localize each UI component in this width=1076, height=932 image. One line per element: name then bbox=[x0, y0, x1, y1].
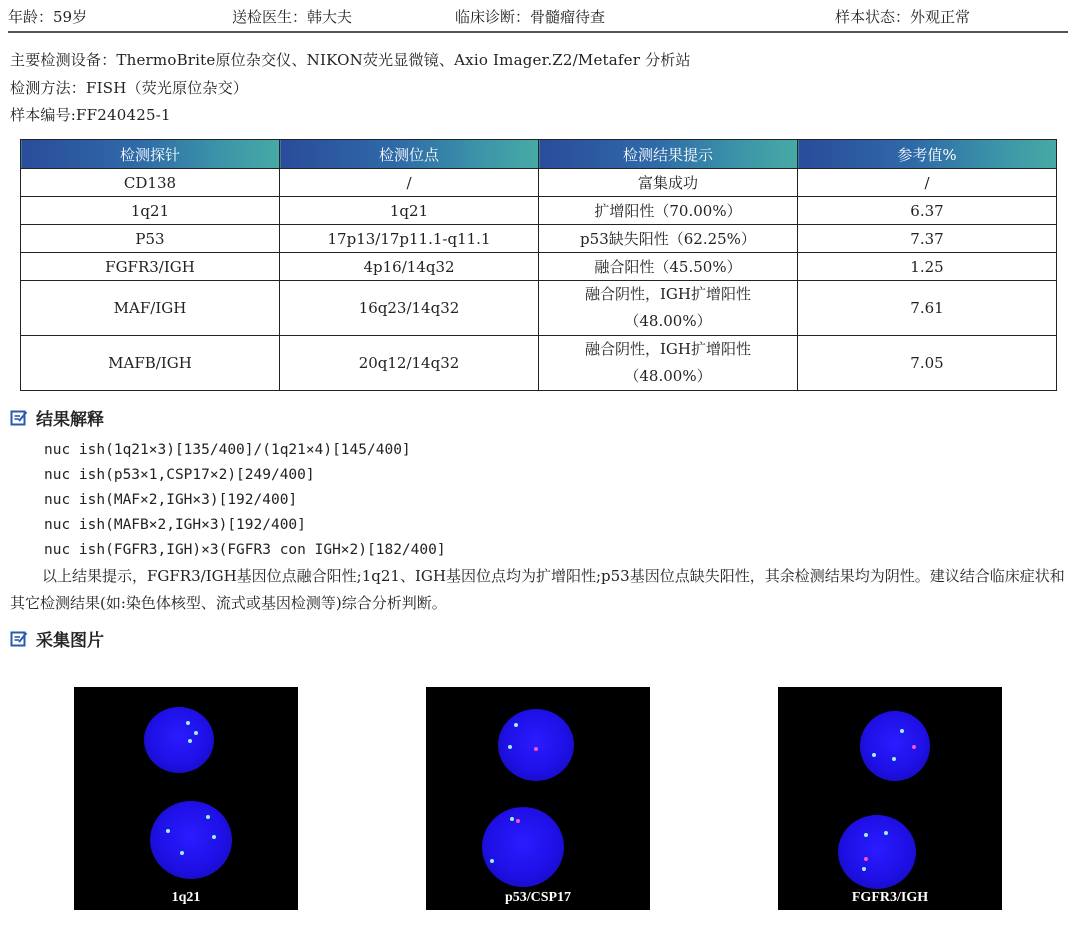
probe-cell: 1q21 bbox=[21, 197, 280, 225]
result-cell: p53缺失阳性（62.25%） bbox=[539, 225, 798, 253]
green-signal bbox=[872, 753, 876, 757]
nucleus bbox=[860, 711, 930, 781]
probe-cell: CD138 bbox=[21, 169, 280, 197]
edit-note-icon bbox=[10, 409, 28, 427]
result-cell: 融合阳性（45.50%） bbox=[539, 253, 798, 281]
iscn-line: nuc ish(MAF×2,IGH×3)[192/400] bbox=[44, 492, 298, 508]
column-header: 检测位点 bbox=[280, 140, 539, 169]
table-header-row bbox=[21, 140, 1057, 169]
probe-cell: MAF/IGH bbox=[21, 281, 280, 336]
green-signal bbox=[514, 723, 518, 727]
fish-image-p53-csp17 bbox=[426, 687, 650, 910]
green-signal bbox=[188, 739, 192, 743]
locus-cell: / bbox=[280, 169, 539, 197]
images-heading bbox=[10, 626, 104, 651]
column-header: 检测结果提示 bbox=[539, 140, 798, 169]
image-caption: FGFR3/IGH bbox=[851, 890, 929, 905]
reference-cell: 6.37 bbox=[798, 197, 1057, 225]
table-row bbox=[21, 253, 1057, 281]
table-row bbox=[21, 225, 1057, 253]
reference-cell: 7.37 bbox=[798, 225, 1057, 253]
referring-doctor: 送检医生：韩大夫 bbox=[232, 8, 353, 26]
patient-header bbox=[0, 0, 1076, 32]
result-line: 融合阴性，IGH扩增阳性 bbox=[585, 285, 751, 303]
method-line: 检测方法：FISH（荧光原位杂交） bbox=[10, 79, 249, 97]
result-percent: （48.00%） bbox=[624, 367, 712, 385]
sample-status: 样本状态：外观正常 bbox=[835, 8, 971, 26]
patient-age: 年龄：59岁 bbox=[8, 8, 88, 26]
table-row bbox=[21, 336, 1057, 391]
iscn-line: nuc ish(MAFB×2,IGH×3)[192/400] bbox=[44, 517, 306, 533]
green-signal bbox=[892, 757, 896, 761]
locus-cell: 4p16/14q32 bbox=[280, 253, 539, 281]
green-signal bbox=[206, 815, 210, 819]
red-signal bbox=[864, 857, 868, 861]
result-line: 融合阴性，IGH扩增阳性 bbox=[585, 340, 751, 358]
table-row bbox=[21, 197, 1057, 225]
nucleus bbox=[498, 709, 574, 781]
fish-image-1q21 bbox=[74, 687, 298, 910]
table-row bbox=[21, 281, 1057, 336]
equipment-line: 主要检测设备：ThermoBrite原位杂交仪、NIKON荧光显微镜、Axio Imager.Z2/Metafer 分析站 bbox=[10, 51, 691, 69]
nucleus bbox=[838, 815, 916, 889]
sample-number: 样本编号:FF240425-1 bbox=[10, 106, 171, 124]
green-signal bbox=[194, 731, 198, 735]
green-signal bbox=[862, 867, 866, 871]
green-signal bbox=[864, 833, 868, 837]
edit-note-icon bbox=[10, 630, 28, 648]
probe-cell: FGFR3/IGH bbox=[21, 253, 280, 281]
header-divider bbox=[8, 31, 1068, 33]
red-signal bbox=[912, 745, 916, 749]
table-row bbox=[21, 169, 1057, 197]
result-cell bbox=[539, 281, 798, 336]
column-header: 检测探针 bbox=[21, 140, 280, 169]
result-percent: （48.00%） bbox=[624, 312, 712, 330]
reference-cell: 7.61 bbox=[798, 281, 1057, 336]
green-signal bbox=[186, 721, 190, 725]
nucleus bbox=[144, 707, 214, 773]
clinical-diagnosis: 临床诊断：骨髓瘤待查 bbox=[455, 8, 606, 26]
locus-cell: 17p13/17p11.1-q11.1 bbox=[280, 225, 539, 253]
image-caption: 1q21 bbox=[171, 890, 201, 905]
column-header: 参考值% bbox=[798, 140, 1057, 169]
green-signal bbox=[212, 835, 216, 839]
green-signal bbox=[180, 851, 184, 855]
red-signal bbox=[534, 747, 538, 751]
locus-cell: 1q21 bbox=[280, 197, 539, 225]
section-title: 采集图片 bbox=[36, 631, 104, 651]
section-title: 结果解释 bbox=[36, 410, 104, 430]
nucleus bbox=[150, 801, 232, 879]
green-signal bbox=[490, 859, 494, 863]
probe-cell: MAFB/IGH bbox=[21, 336, 280, 391]
red-signal bbox=[516, 819, 520, 823]
locus-cell: 16q23/14q32 bbox=[280, 281, 539, 336]
green-signal bbox=[884, 831, 888, 835]
iscn-line: nuc ish(p53×1,CSP17×2)[249/400] bbox=[44, 467, 315, 483]
result-cell bbox=[539, 336, 798, 391]
green-signal bbox=[510, 817, 514, 821]
image-caption: p53/CSP17 bbox=[504, 890, 572, 905]
interpretation-heading bbox=[10, 405, 104, 430]
result-cell: 富集成功 bbox=[539, 169, 798, 197]
reference-cell: / bbox=[798, 169, 1057, 197]
fish-image-fgfr3-igh bbox=[778, 687, 1002, 910]
reference-cell: 7.05 bbox=[798, 336, 1057, 391]
iscn-line: nuc ish(FGFR3,IGH)×3(FGFR3 con IGH×2)[182/400] bbox=[44, 542, 446, 558]
conclusion-paragraph: 以上结果提示，FGFR3/IGH基因位点融合阳性;1q21、IGH基因位点均为扩增阳性;p53基因位点缺失阳性，其余检测结果均为阴性。建议结合临床症状和其它检测结果(如:染色体核型、流式或基因检测等)综合分析判断。 bbox=[10, 567, 1065, 612]
probe-cell: P53 bbox=[21, 225, 280, 253]
green-signal bbox=[166, 829, 170, 833]
results-table bbox=[20, 139, 1057, 391]
iscn-line: nuc ish(1q21×3)[135/400]/(1q21×4)[145/400] bbox=[44, 442, 411, 458]
green-signal bbox=[508, 745, 512, 749]
nucleus bbox=[482, 807, 564, 887]
green-signal bbox=[900, 729, 904, 733]
locus-cell: 20q12/14q32 bbox=[280, 336, 539, 391]
result-cell: 扩增阳性（70.00%） bbox=[539, 197, 798, 225]
reference-cell: 1.25 bbox=[798, 253, 1057, 281]
